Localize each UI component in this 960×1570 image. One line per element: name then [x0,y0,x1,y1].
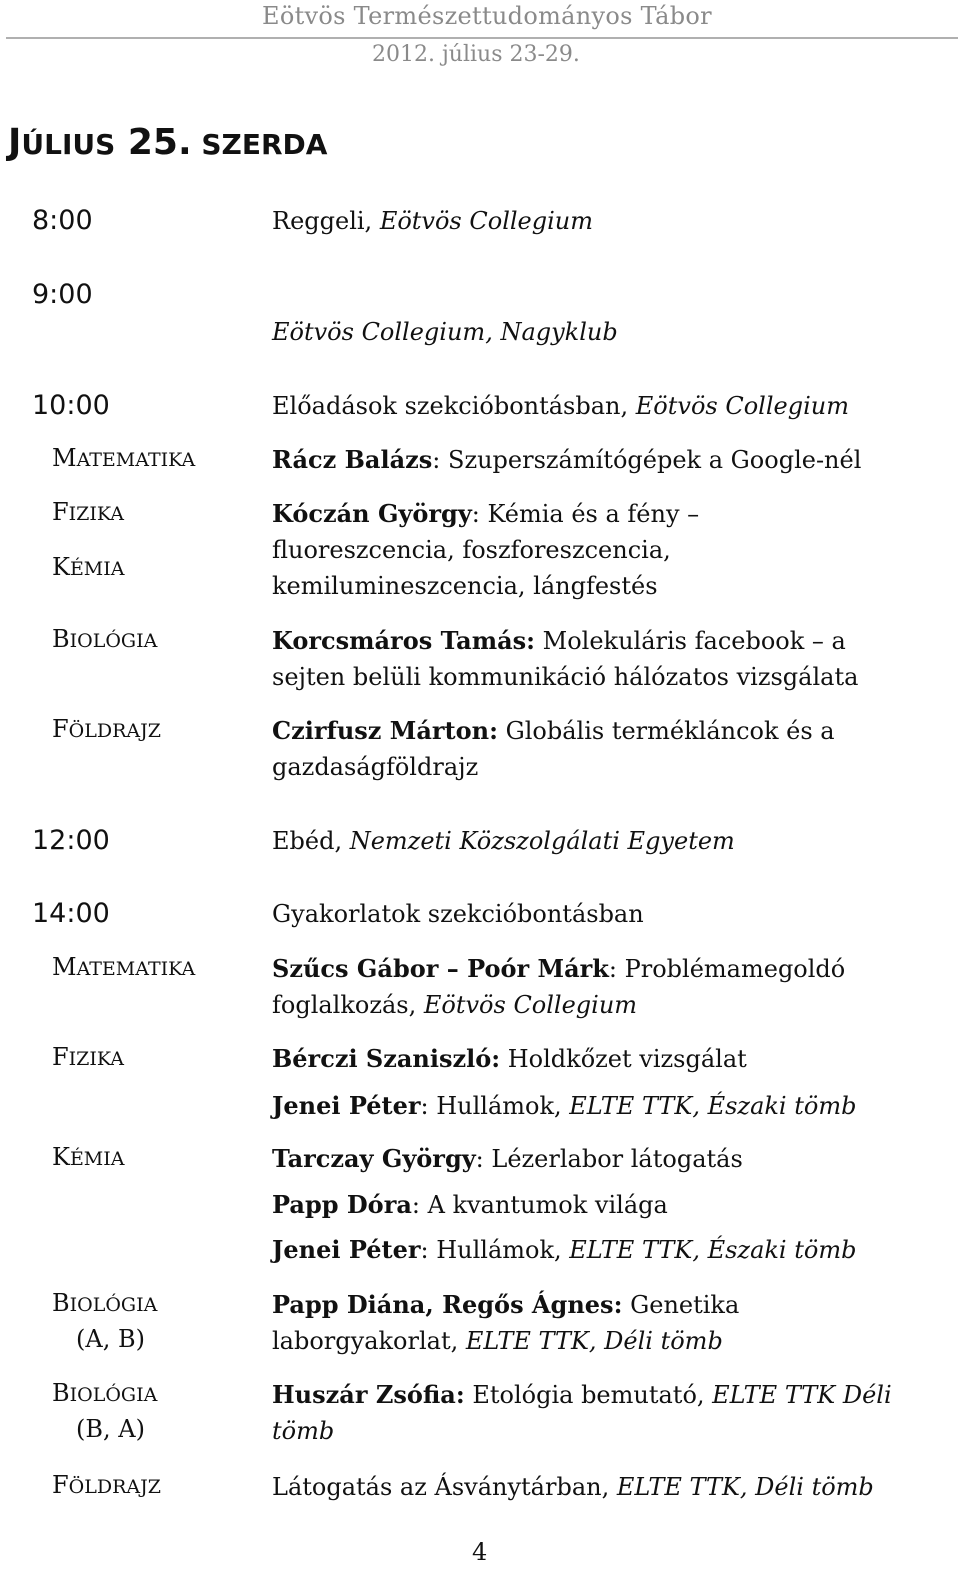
event-breakfast: Reggeli, Eötvös Collegium [272,207,593,235]
header-dates: 2012. július 23-29. [372,42,580,67]
practical-matematika: Szűcs Gábor – Poór Márk: Problémamegoldó foglalkozás, Eötvös Collegium [272,954,846,1019]
practical-foldrajz: Látogatás az Ásványtárban, ELTE TTK, Déli tömb [272,1473,874,1501]
practical-biologia-1: Papp Diána, Regős Ágnes: Genetika laborgyakorlat, ELTE TTK, Déli tömb [272,1290,740,1355]
subject-matematika: MATEMATIKA [52,444,196,472]
event-practicals: Gyakorlatok szekcióbontásban [272,900,644,928]
header-divider [6,37,958,39]
day-title-weekday: SZERDA [191,128,328,161]
subject-foldrajz-2: FÖLDRAJZ [52,1471,161,1499]
day-title-month-rest: ÚLIUS [21,128,116,161]
practical-kemia-1: Tarczay György: Lézerlabor látogatás [272,1144,743,1173]
event-lectures: Előadások szekcióbontásban, Eötvös Collegium [272,392,849,420]
practical-kemia-3: Jenei Péter: Hullámok, ELTE TTK, Északi tömb [272,1235,857,1264]
group-ab: (A, B) [76,1325,145,1353]
subject-matematika-2: MATEMATIKA [52,953,196,981]
subject-kemia: KÉMIA [52,553,125,581]
day-title [8,122,327,163]
event-lunch: Ebéd, Nemzeti Közszolgálati Egyetem [272,827,735,855]
group-ba: (B, A) [76,1415,145,1443]
subject-biologia-ab: BIOLÓGIA [52,1289,158,1317]
day-title-initial: J [8,122,22,163]
lecture-biologia: Korcsmáros Tamás: Molekuláris facebook – a sejten belüli kommunikáció hálózatos vizsgálata [272,626,859,691]
subject-biologia: BIOLÓGIA [52,625,158,653]
subject-foldrajz: FÖLDRAJZ [52,715,161,743]
practical-kemia-2: Papp Dóra: A kvantumok világa [272,1190,668,1219]
time-0800: 8:00 [32,205,93,236]
event-0900-location: Eötvös Collegium, Nagyklub [272,318,618,346]
subject-biologia-ba: BIOLÓGIA [52,1379,158,1407]
subject-fizika: FIZIKA [52,498,125,526]
time-1400: 14:00 [32,898,110,929]
practical-fizika-2: Jenei Péter: Hullámok, ELTE TTK, Északi tömb [272,1091,857,1120]
practical-biologia-2: Huszár Zsófia: Etológia bemutató, ELTE TTK Déli tömb [272,1380,892,1445]
time-0900: 9:00 [32,279,93,310]
subject-kemia-2: KÉMIA [52,1143,125,1171]
subject-fizika-2: FIZIKA [52,1043,125,1071]
lecture-fizika-kemia: Kóczán György: Kémia és a fény – fluoreszcencia, foszforeszcencia, kemilumineszcencia, lángfestés [272,499,700,600]
time-1000: 10:00 [32,390,110,421]
day-title-number: 25. [115,122,192,163]
time-1200: 12:00 [32,825,110,856]
lecture-matematika: Rácz Balázs: Szuperszámítógépek a Google-nél [272,445,862,474]
practical-fizika-1: Bérczi Szaniszló: Holdkőzet vizsgálat [272,1044,747,1073]
header-title: Eötvös Természettudományos Tábor [262,2,712,30]
lecture-foldrajz: Czirfusz Márton: Globális termékláncok és a gazdaságföldrajz [272,716,835,781]
page-number: 4 [472,1538,488,1566]
